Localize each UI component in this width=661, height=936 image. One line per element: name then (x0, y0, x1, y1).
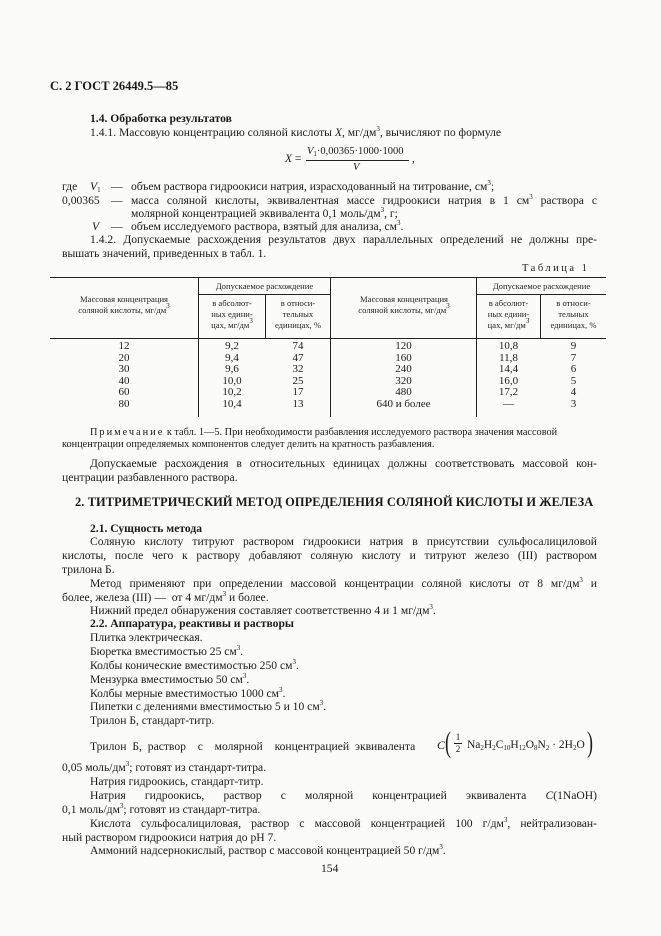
table-cell: — (503, 397, 514, 410)
item-pipettes: Пипетки с делениями вместимостью 5 и 10 $см^3$. (90, 699, 327, 713)
table-cell: 160 (395, 351, 412, 364)
table-note-line2: концентрации определяемых компонентов следует делить на кратность разбавления. (62, 439, 435, 450)
v-symbol: V (92, 220, 100, 233)
item-hotplate: Плитка электрическая. (90, 631, 203, 644)
after-note-line2: центрации разбавленного раствора. (62, 471, 238, 484)
col-abs-left (199, 341, 265, 410)
method-line2: более, железа (III) — от 4 $мг/дм^3$ и более. (62, 590, 269, 604)
table-cell: 320 (395, 374, 412, 387)
trilon-solution-text: Трилон Б, раствор с молярной концентрацией эквивалента (90, 740, 416, 753)
c-text-2: молярной концентрацией эквивалента 0,1 моль/$дм^3$, г; (131, 206, 398, 220)
table-cell: 17 (292, 386, 304, 398)
table-cell: 47 (292, 351, 304, 364)
item-trilon-titr: Трилон Б, стандарт-титр. (90, 714, 215, 727)
s21-line2: кислоты, после чего к раствору добавляют соляную кислоту и титруют железо (III) раствором (62, 549, 597, 562)
note-label: Примечание (90, 427, 165, 438)
table-cell: 10,4 (222, 397, 242, 410)
item-burette: Бюретка вместимостью 25 $см^3$. (90, 644, 244, 658)
table-cell: 9,2 (225, 340, 239, 352)
table-cell: 74 (292, 340, 304, 352)
ssa-line1: Кислота сульфосалициловая, раствор с массовой концентрацией 100 $г/дм^3$, нейтрализован- (90, 816, 597, 830)
table-cell: 9,6 (225, 363, 239, 375)
table-header-rule (50, 338, 606, 339)
table-cell: 20 (118, 351, 130, 364)
th-allowed-right: Допускаемое расхождение (492, 281, 591, 291)
table-cell: 12 (118, 340, 130, 352)
table-cell: 10,0 (222, 374, 242, 387)
v1-symbol: $V_1$ (90, 180, 101, 194)
naoh-solution-line2: 0,1 моль/$дм^3$; готовят из стандарт-титра. (62, 802, 261, 816)
page-header: С. 2 ГОСТ 26449.5—85 (50, 79, 179, 93)
naoh-solution-line1: Натрия гидроокись, раствор с молярной концентрацией эквивалента C(1NaOH) (90, 789, 597, 802)
table-label: Таблица 1 (522, 263, 590, 274)
th-allowed-left: Допускаемое расхождение (215, 281, 314, 291)
table-cell: 13 (292, 397, 304, 410)
table-cell: 9 (570, 340, 577, 352)
table-cell: 10,2 (222, 386, 242, 398)
table-cell: 4 (570, 386, 577, 398)
v1-dash: — (111, 180, 123, 193)
detection-limit: Нижний предел обнаружения составляет соответственно 4 и 1 $мг/дм^3$. (90, 603, 436, 617)
ssa-line2: ный раствором гидроокиси натрия до pH 7. (62, 831, 277, 844)
col-rel-right (541, 341, 606, 410)
v-dash: — (111, 220, 123, 233)
table-cell: 30 (118, 363, 130, 375)
where-word: где (62, 180, 78, 193)
s21-line3: трилона Б. (62, 563, 115, 576)
after-note-line1: Допускаемые расхождения в относительных единицах должны соответствовать массовой кон- (90, 457, 597, 470)
table-cell: 17,2 (498, 386, 519, 398)
formula-lhs: X = (285, 153, 302, 165)
table-cell: 40 (118, 374, 130, 387)
table-1 (50, 277, 606, 417)
table-cell: 5 (570, 374, 577, 387)
th-rel-left: в относи- тельных единицах, % (274, 298, 322, 330)
table-cell: 7 (570, 351, 577, 364)
paragraph-1-4-2-line2: вышать значений, приведенных в табл. 1. (62, 247, 267, 260)
paragraph-1-4-2-line1: 1.4.2. Допускаемые расхождения результатов двух параллельных определений не должны пре- (90, 233, 597, 246)
table-cell: 9,4 (225, 351, 239, 364)
table-cell: 10,8 (498, 340, 519, 352)
item-cylinder: Мензурка вместимостью 50 $см^3$. (90, 672, 250, 686)
item-conical-flasks: Колбы конические вместимостью 250 $см^3$. (90, 658, 299, 672)
table-cell: 120 (395, 340, 412, 352)
paragraph-1-4-1: 1.4.1. Массовую концентрацию соляной кислоты X, $мг/дм^3$, вычисляют по формуле (90, 125, 502, 139)
th-concentration-right: Массовая концентрация соляной кислоты, $мг/дм^3$ (358, 294, 450, 315)
col-abs-right (477, 341, 540, 410)
trilon-solution-line2: 0,05 моль/$дм^3$; готовят из стандарт-титра. (62, 760, 267, 774)
table-subhead-rule-right (476, 294, 606, 295)
item-volumetric-flasks: Колбы мерные вместимостью 1000 $см^3$. (90, 686, 286, 700)
table-cell: 60 (118, 386, 130, 398)
table-cell: 640 и более (376, 397, 431, 410)
table-cell: 14,4 (498, 363, 519, 375)
formula-denominator: V (353, 162, 360, 173)
th-concentration-left: Массовая концентрация соляной кислоты, $мг/дм^3$ (78, 294, 170, 315)
table-cell: 6 (570, 363, 577, 375)
table-cell: 32 (292, 363, 304, 375)
section-2-title: 2. ТИТРИМЕТРИЧЕСКИЙ МЕТОД ОПРЕДЕЛЕНИЯ СОЛЯНОЙ КИСЛОТЫ И ЖЕЛЕЗА (75, 495, 594, 509)
ammonium-persulfate: Аммоний надсернокислый, раствор с массовой концентрацией 50 $г/дм^3$. (90, 843, 446, 857)
table-cell: 25 (292, 374, 304, 387)
table-cell: 11,8 (499, 351, 518, 364)
document-page: С. 2 ГОСТ 26449.5—85 1.4. Обработка результатов 1.4.1. Массовую концентрацию соляной кислоты X, $мг/дм^3$, вычисляют по формуле X = $V_1\cdot 0,00365\cdot 1000\cdot 1000$ V , где $V_1$ — объем раствора гидроокиси натрия, израсходованный на титрование, $см^3$; 0,00365 — масса соляной кислоты, эквивалентная массе гидроокиси натрия в 1 $см^3$ раствора с молярной концентрацией эквивалента 0,1 моль/$дм^3$, г; V — объем исследуемого раствора, взятый для анализа, $см^3$. 1.4.2. Допускаемые расхождения результатов двух параллельных определений не должны пре- вышать значений, приведенных в табл. 1. Таблица 1 Массовая концентрация соляной кислоты, $мг/дм^3$ Допускаемое расхождение в абсолют- ных едини- цах, $мг/дм^3$ в относи- тельных единицах, % Массовая концентрация соляной кислоты, $мг/дм^3$ Допускаемое расхождение в абсолют- ных едини- цах, $мг/дм^3$ в относи- тельных единицах, % 12 20 30 40 60 80 9,2 9,4 9,6 10,0 10,2 10,4 74 47 32 25 17 13 120 160 240 320 480 640 и более 10,8 11,8 14,4 16,0 17,2 — 9 7 6 5 4 3 Примечание к табл. 1—5. При необходимости разбавления исследуемого раствора значения массовой концентрации определяемых компонентов следует делить на кратность разбавления. Допускаемые расхождения в относительных единицах должны соответствовать массовой кон- центрации разбавленного раствора. 2. ТИТРИМЕТРИЧЕСКИЙ МЕТОД ОПРЕДЕЛЕНИЯ СОЛЯНОЙ КИСЛОТЫ И ЖЕЛЕЗА 2.1. Сущность метода Соляную кислоту титруют раствором гидроокиси натрия в присутствии сульфосалициловой кислоты, после чего к раствору добавляют соляную кислоту и титруют железо (III) раствором трилона Б. Метод применяют при определении массовой концентрации соляной кислоты от 8 $мг/дм^3$ и более, железа (III) — от 4 $мг/дм^3$ и более. Нижний предел обнаружения составляет соответственно 4 и 1 $мг/дм^3$. 2.2. Аппаратура, реактивы и растворы Плитка электрическая. Бюретка вместимостью 25 $см^3$. Колбы конические вместимостью 250 $см^3$. Мензурка вместимостью 50 $см^3$. Колбы мерные вместимостью 1000 $см^3$. Пипетки с делениями вместимостью 5 и 10 $см^3$. Трилон Б, стандарт-титр. Трилон Б, раствор с молярной концентрацией эквивалента C ( 1 2 $Na_2H_2C_{10}H_{12}O_8N_2 \cdot 2H_2O$ ) 0,05 моль/$дм^3$; готовят из стандарт-титра. Натрия гидроокись, стандарт-титр. Натрия гидроокись, раствор с молярной концентрацией эквивалента C(1NaOH) 0,1 моль/$дм^3$; готовят из стандарт-титра. Кислота сульфосалициловая, раствор с массовой концентрацией 100 $г/дм^3$, нейтрализован- ный раствором гидроокиси натрия до pH 7. Аммоний надсернокислый, раствор с массовой концентрацией 50 $г/дм^3$. 154 (0, 0, 661, 936)
c-symbol: 0,00365 (62, 194, 100, 207)
table-subhead-rule-left (198, 294, 330, 295)
section-2-2-title: 2.2. Аппаратура, реактивы и растворы (90, 617, 294, 630)
naoh-titr: Натрия гидроокись, стандарт-титр. (90, 775, 264, 788)
table-top-rule (50, 277, 606, 278)
table-cell: 240 (395, 363, 412, 375)
col-conc-left (50, 341, 198, 410)
v-text: объем исследуемого раствора, взятый для анализа, $см^3$. (131, 219, 404, 233)
section-2-1-title: 2.1. Сущность метода (90, 522, 203, 535)
page-number: 154 (321, 862, 339, 875)
c-dash: — (111, 194, 123, 207)
formula-tail: , (412, 152, 415, 165)
method-line1: Метод применяют при определении массовой концентрации соляной кислоты от 8 $мг/дм^3$ и (90, 576, 598, 590)
table-cell: 80 (118, 397, 130, 410)
table-cell: 480 (395, 386, 412, 398)
v1-text: объем раствора гидроокиси натрия, израсходованный на титрование, $см^3$; (131, 179, 495, 193)
table-cell: 3 (570, 397, 577, 410)
th-abs-left: в абсолют- ных едини- цах, $мг/дм^3$ (211, 298, 253, 330)
th-rel-right: в относи- тельных единицах, % (550, 298, 597, 330)
section-1-4-title: 1.4. Обработка результатов (90, 112, 232, 125)
s21-line1: Соляную кислоту титруют раствором гидроокиси натрия в присутствии сульфосалициловой (90, 535, 597, 548)
c-text-1: масса соляной кислоты, эквивалентная массе гидроокиси натрия в 1 $см^3$ раствора с (131, 193, 598, 207)
formula-numerator: $V_1\cdot 0,00365\cdot 1000\cdot 1000$ (307, 146, 404, 158)
col-rel-left (266, 341, 330, 410)
th-abs-right: в абсолют- ных едини- цах, $мг/дм^3$ (487, 298, 530, 330)
col-conc-right (331, 341, 476, 410)
note-text-1: к табл. 1—5. При необходимости разбавления исследуемого раствора значения массовой (166, 427, 558, 438)
table-cell: 16,0 (498, 374, 519, 387)
